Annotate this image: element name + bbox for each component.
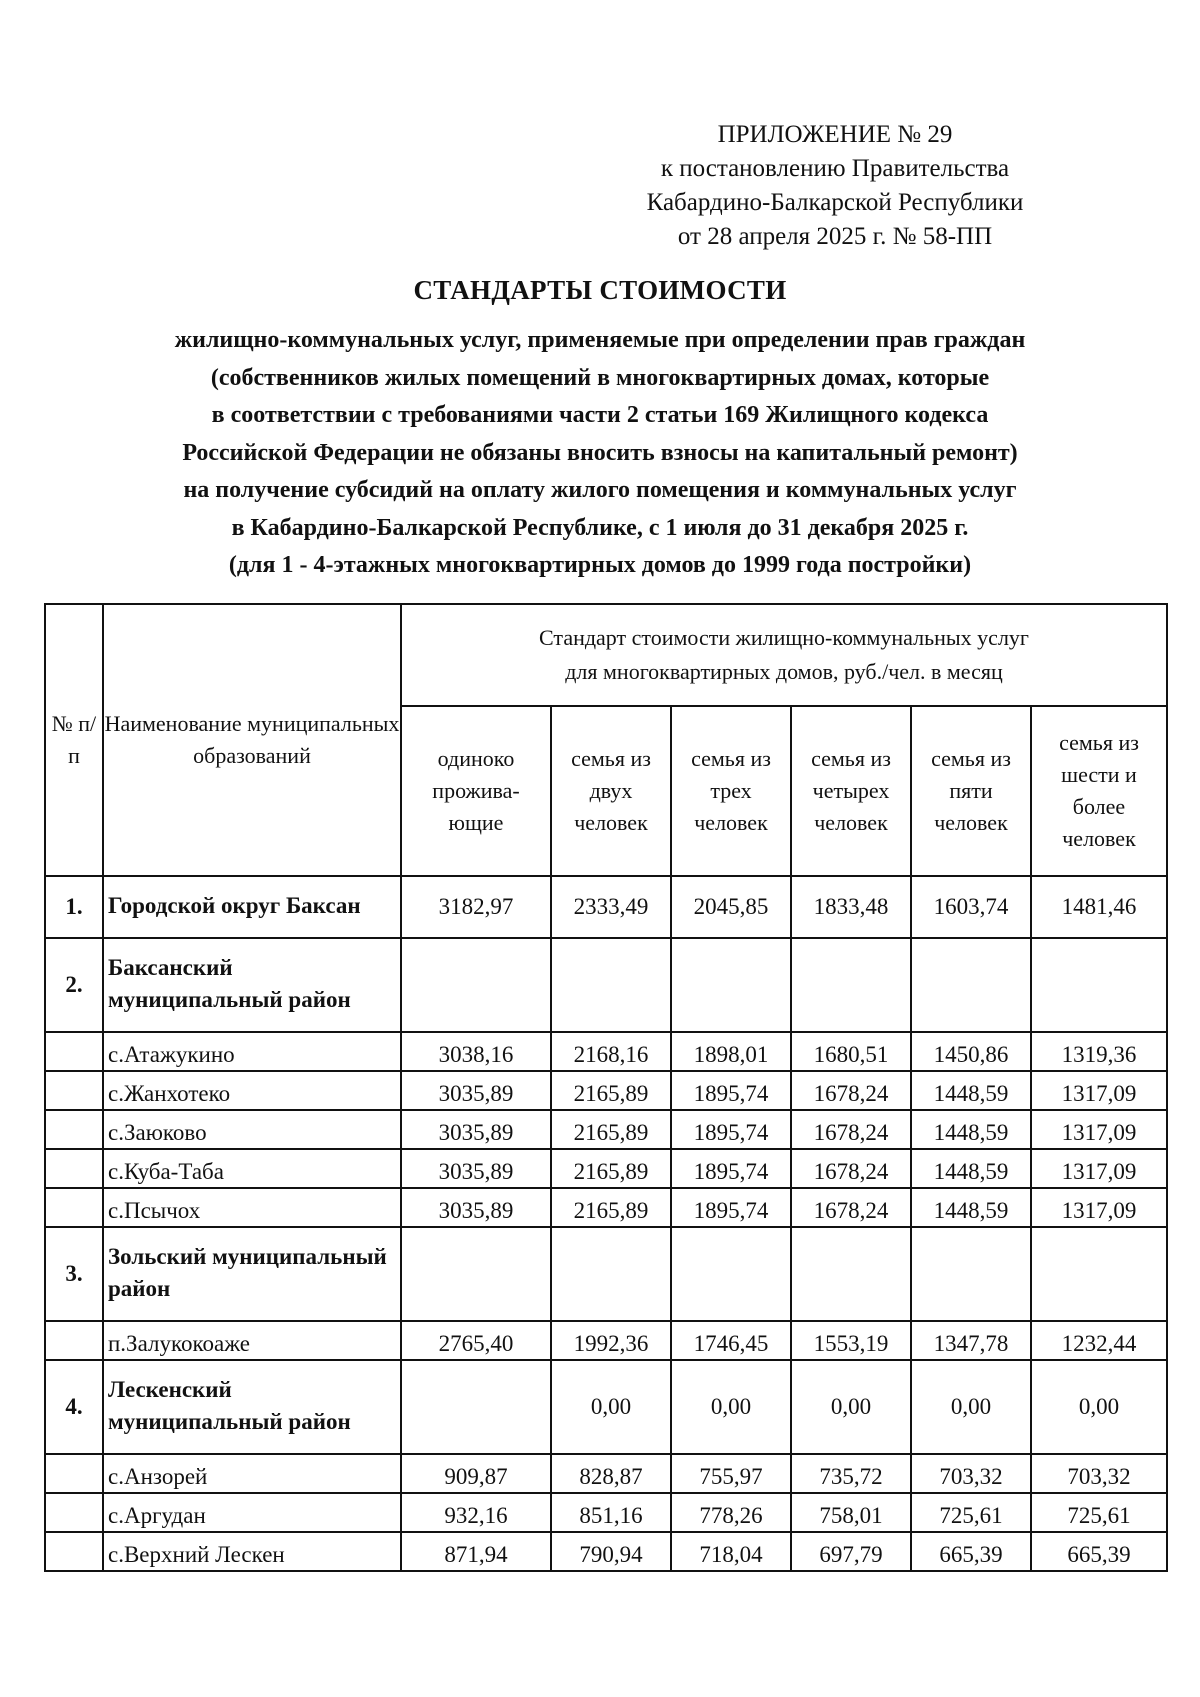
cost-value	[401, 1227, 551, 1321]
column-header-line: семья из	[1059, 730, 1139, 755]
subtitle-line: жилищно-коммунальных услуг, применяемые при определении прав граждан	[174, 327, 1026, 353]
cost-value: 1898,01	[671, 1032, 791, 1071]
cost-value: 1448,59	[911, 1188, 1031, 1227]
cost-standards-table	[44, 603, 1168, 1572]
settlement-row	[45, 1149, 1167, 1188]
row-name: с.Анзорей	[103, 1454, 401, 1493]
column-header-household-1	[401, 706, 551, 876]
cost-value: 1678,24	[791, 1110, 911, 1149]
resolution-reference: к постановлению Правительства	[660, 155, 1010, 182]
row-number: 2.	[45, 938, 103, 1032]
column-header-number: № п/п	[45, 604, 103, 876]
column-header-line: трех	[710, 778, 752, 803]
row-name: Зольский муниципальный район	[103, 1227, 401, 1321]
column-header-line: семья из	[811, 746, 891, 771]
cost-value	[791, 1227, 911, 1321]
cost-value: 1680,51	[791, 1032, 911, 1071]
cost-value: 3035,89	[401, 1188, 551, 1227]
row-number: 1.	[45, 876, 103, 938]
cost-value: 2168,16	[551, 1032, 671, 1071]
cost-value: 1450,86	[911, 1032, 1031, 1071]
column-header-household-3	[671, 706, 791, 876]
cost-value: 3035,89	[401, 1071, 551, 1110]
cost-value: 1448,59	[911, 1071, 1031, 1110]
row-number	[45, 1110, 103, 1149]
column-header-line: четырех	[812, 778, 890, 803]
cost-value: 1481,46	[1031, 876, 1167, 938]
cost-value: 1895,74	[671, 1149, 791, 1188]
municipality-row	[45, 876, 1167, 938]
cost-value: 2045,85	[671, 876, 791, 938]
group-header-line: Стандарт стоимости жилищно-коммунальных услуг	[539, 625, 1029, 650]
cost-value: 778,26	[671, 1493, 791, 1532]
cost-value: 703,32	[911, 1454, 1031, 1493]
column-header-line: двух	[589, 778, 633, 803]
cost-value: 0,00	[1031, 1360, 1167, 1454]
row-name: Лескенский муниципальный район	[103, 1360, 401, 1454]
row-number	[45, 1532, 103, 1571]
cost-value: 1678,24	[791, 1149, 911, 1188]
column-header-household-2	[551, 706, 671, 876]
group-header-line: для многоквартирных домов, руб./чел. в месяц	[565, 659, 1003, 684]
column-header-line: пяти	[949, 778, 993, 803]
column-header-line: ющие	[448, 810, 504, 835]
column-header-line: семья из	[571, 746, 651, 771]
row-number	[45, 1188, 103, 1227]
appendix-number: ПРИЛОЖЕНИЕ № 29	[717, 121, 953, 148]
cost-value: 758,01	[791, 1493, 911, 1532]
cost-value: 1895,74	[671, 1188, 791, 1227]
cost-value	[911, 938, 1031, 1032]
column-header-line: прожива-	[432, 778, 520, 803]
cost-value: 1553,19	[791, 1321, 911, 1360]
cost-value: 2165,89	[551, 1149, 671, 1188]
column-group-header	[401, 604, 1167, 706]
cost-value: 790,94	[551, 1532, 671, 1571]
settlement-row	[45, 1188, 1167, 1227]
cost-value: 1448,59	[911, 1110, 1031, 1149]
cost-value: 3035,89	[401, 1110, 551, 1149]
cost-value: 1317,09	[1031, 1188, 1167, 1227]
column-header-line: человек	[934, 810, 1008, 835]
document-title: СТАНДАРТЫ СТОИМОСТИ	[413, 275, 787, 305]
cost-value: 932,16	[401, 1493, 551, 1532]
cost-value: 3038,16	[401, 1032, 551, 1071]
document-header	[600, 118, 1070, 254]
row-name: с.Аргудан	[103, 1493, 401, 1532]
document-subtitle	[60, 322, 1140, 585]
cost-value: 2165,89	[551, 1188, 671, 1227]
cost-value: 1317,09	[1031, 1110, 1167, 1149]
cost-value: 0,00	[911, 1360, 1031, 1454]
cost-value: 3035,89	[401, 1149, 551, 1188]
column-header-household-4	[791, 706, 911, 876]
cost-value	[1031, 938, 1167, 1032]
cost-value: 1895,74	[671, 1071, 791, 1110]
cost-value	[551, 1227, 671, 1321]
cost-value	[911, 1227, 1031, 1321]
column-header-line: более	[1072, 794, 1126, 819]
column-header-line: семья из	[691, 746, 771, 771]
cost-value: 735,72	[791, 1454, 911, 1493]
column-header-line: человек	[574, 810, 648, 835]
row-name: Баксанский муниципальный район	[103, 938, 401, 1032]
row-number	[45, 1071, 103, 1110]
cost-value: 1678,24	[791, 1071, 911, 1110]
cost-value: 1895,74	[671, 1110, 791, 1149]
cost-value: 909,87	[401, 1454, 551, 1493]
cost-value	[401, 1360, 551, 1454]
cost-value: 1603,74	[911, 876, 1031, 938]
row-number	[45, 1493, 103, 1532]
municipality-row	[45, 1360, 1167, 1454]
row-name: с.Псычох	[103, 1188, 401, 1227]
settlement-row	[45, 1454, 1167, 1493]
cost-value: 703,32	[1031, 1454, 1167, 1493]
cost-value	[401, 938, 551, 1032]
cost-value: 871,94	[401, 1532, 551, 1571]
row-name: с.Заюково	[103, 1110, 401, 1149]
row-name: с.Жанхотеко	[103, 1071, 401, 1110]
subtitle-line: (собственников жилых помещений в многоквартирных домах, которые	[210, 364, 990, 391]
cost-value: 1992,36	[551, 1321, 671, 1360]
cost-value	[671, 1227, 791, 1321]
cost-value	[1031, 1227, 1167, 1321]
cost-value: 665,39	[911, 1532, 1031, 1571]
column-header-household-5	[911, 706, 1031, 876]
municipality-row	[45, 938, 1167, 1032]
row-number: 4.	[45, 1360, 103, 1454]
cost-value: 1833,48	[791, 876, 911, 938]
settlement-row	[45, 1532, 1167, 1571]
cost-value: 1319,36	[1031, 1032, 1167, 1071]
republic-name: Кабардино-Балкарской Республики	[646, 189, 1024, 216]
resolution-date: от 28 апреля 2025 г. № 58-ПП	[677, 223, 993, 250]
row-number	[45, 1032, 103, 1071]
row-name: п.Залукокоаже	[103, 1321, 401, 1360]
row-name: с.Куба-Таба	[103, 1149, 401, 1188]
settlement-row	[45, 1032, 1167, 1071]
cost-value: 0,00	[551, 1360, 671, 1454]
row-name: Городской округ Баксан	[103, 876, 401, 938]
cost-value: 2333,49	[551, 876, 671, 938]
cost-value: 1232,44	[1031, 1321, 1167, 1360]
cost-value: 725,61	[1031, 1493, 1167, 1532]
settlement-row	[45, 1110, 1167, 1149]
subtitle-line: Российской Федерации не обязаны вносить взносы на капитальный ремонт)	[182, 439, 1018, 466]
column-header-line: человек	[694, 810, 768, 835]
row-number	[45, 1454, 103, 1493]
cost-value: 1678,24	[791, 1188, 911, 1227]
row-number	[45, 1321, 103, 1360]
cost-value: 0,00	[671, 1360, 791, 1454]
column-header-line: семья из	[931, 746, 1011, 771]
cost-value: 2165,89	[551, 1071, 671, 1110]
column-header-line: шести и	[1061, 762, 1137, 787]
cost-value: 1317,09	[1031, 1071, 1167, 1110]
cost-value	[671, 938, 791, 1032]
column-header-line: человек	[1062, 826, 1136, 851]
subtitle-line: на получение субсидий на оплату жилого помещения и коммунальных услуг	[183, 477, 1017, 503]
cost-value: 665,39	[1031, 1532, 1167, 1571]
column-header-name: Наименование муниципальных образований	[103, 604, 401, 876]
cost-value: 1448,59	[911, 1149, 1031, 1188]
row-number	[45, 1149, 103, 1188]
subtitle-line: в соответствии с требованиями части 2 статьи 169 Жилищного кодекса	[211, 402, 989, 428]
cost-value: 3182,97	[401, 876, 551, 938]
settlement-row	[45, 1071, 1167, 1110]
cost-value	[551, 938, 671, 1032]
subtitle-line: (для 1 - 4-этажных многоквартирных домов до 1999 года постройки)	[228, 552, 972, 578]
cost-value: 755,97	[671, 1454, 791, 1493]
cost-value: 725,61	[911, 1493, 1031, 1532]
row-name: с.Верхний Лескен	[103, 1532, 401, 1571]
cost-value	[791, 938, 911, 1032]
cost-value: 2765,40	[401, 1321, 551, 1360]
cost-value: 1746,45	[671, 1321, 791, 1360]
cost-value: 0,00	[791, 1360, 911, 1454]
column-header-line: человек	[814, 810, 888, 835]
column-header-household-6	[1031, 706, 1167, 876]
cost-value: 2165,89	[551, 1110, 671, 1149]
cost-value: 828,87	[551, 1454, 671, 1493]
cost-value: 1347,78	[911, 1321, 1031, 1360]
cost-value: 1317,09	[1031, 1149, 1167, 1188]
cost-value: 851,16	[551, 1493, 671, 1532]
cost-value: 697,79	[791, 1532, 911, 1571]
settlement-row	[45, 1493, 1167, 1532]
subtitle-line: в Кабардино-Балкарской Республике, с 1 июля до 31 декабря 2025 г.	[231, 514, 969, 541]
settlement-row	[45, 1321, 1167, 1360]
municipality-row	[45, 1227, 1167, 1321]
column-header-line: одиноко	[437, 746, 515, 771]
row-name: с.Атажукино	[103, 1032, 401, 1071]
row-number: 3.	[45, 1227, 103, 1321]
cost-value: 718,04	[671, 1532, 791, 1571]
